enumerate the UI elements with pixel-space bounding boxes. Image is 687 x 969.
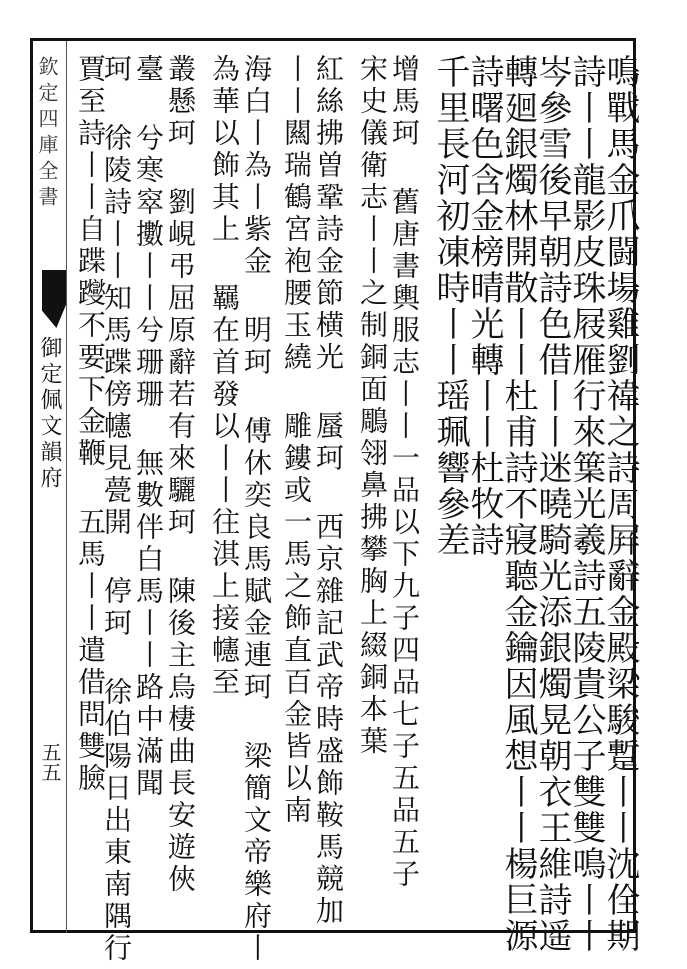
text-column-1: 鳴戰馬金爪闘場雞劉禕之詩周屛辭金殿梁駿蹔丨丨沈佺期: [600, 54, 640, 954]
text-column-6: 千里長河初凍時丨丨瑶珮響參差: [430, 54, 470, 558]
text-column-3: 岑參雪後早朝詩色借丨丨迷曉騎光添銀燭晃朝衣王維詩遥: [532, 54, 572, 954]
margin-divider: [66, 41, 67, 933]
text-column-13: 叢懸珂 劉峴弔屈原辭若有來驪珂 陳後主烏棲曲長安遊俠: [164, 54, 197, 896]
text-column-16: 賈至詩丨丨自蹀躞不要下金鞭 五馬丨丨遣借問雙臉: [74, 54, 107, 795]
book-title: 欽定四庫全書: [35, 56, 59, 212]
text-column-11: 海白丨為丨紫金 明珂 傅休奕良馬賦金連珂 梁簡文帝樂府丨: [240, 54, 273, 965]
text-column-2: 詩丨丨龍影皮珠屐雁行來䈎光羲詩五陵貴公子雙雙鳴丨丨: [566, 54, 606, 954]
text-column-8: 宋史儀衛志丨丨之制銅面鵰翎鼻拂攀胸上綴銅本葉: [356, 54, 389, 758]
text-column-10: 丨丨闗瑞鶴宮袍腰玉繞 雕鏤或一馬之飾直百金皆以南: [280, 54, 313, 827]
text-column-7: 增馬珂 舊唐書輿服志丨丨一品以下九子四品七子五品五子: [388, 54, 421, 891]
text-column-5: 詩曙色含金榜晴光轉丨丨杜牧詩: [464, 54, 504, 558]
text-column-9: 紅絲拂曽鞏詩金節横光 蜃珂 西京雜記武帝時盛飾鞍馬競加: [312, 54, 345, 928]
text-column-14: 臺 兮寒窣擻丨丨兮珊珊 無數伴白馬丨丨路中滿聞: [132, 54, 165, 800]
text-column-12: 為華以飾其上 羈在首發以丨丨往淇上接幰至: [208, 54, 241, 699]
text-column-15: 珂 徐陵詩丨丨知馬蹀傍幰見甍開 停珂 徐伯陽日出東南隅行: [100, 54, 133, 965]
text-column-4: 轉廻銀燭林開散丨丨杜甫詩不寢聽金鑰因風想丨丨楊巨源: [498, 54, 538, 954]
section-title: 御定佩文韻府: [37, 336, 62, 492]
page-number: 五五: [38, 742, 62, 782]
